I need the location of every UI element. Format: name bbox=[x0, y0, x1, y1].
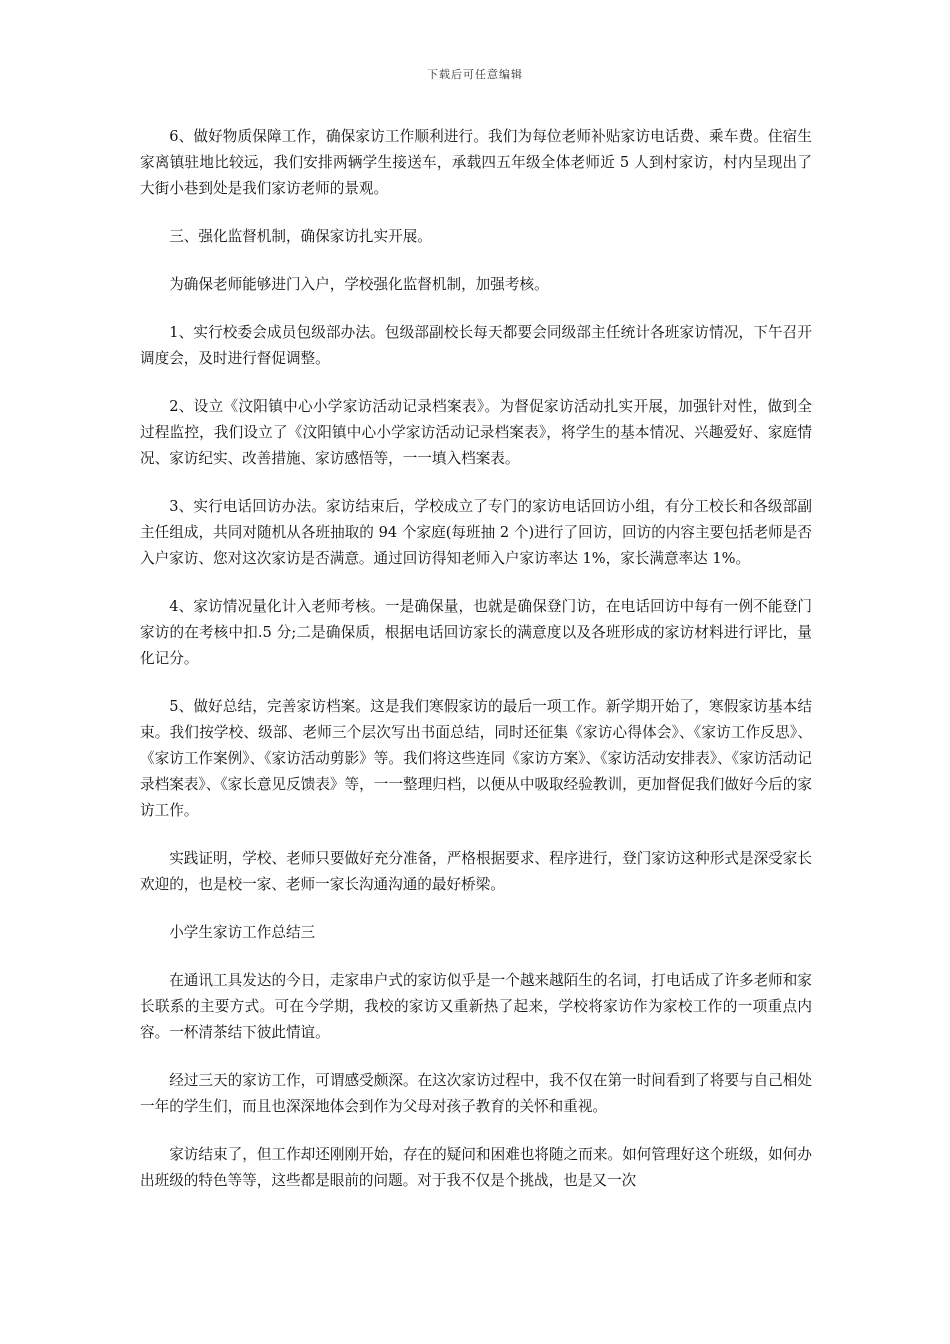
paragraph: 经过三天的家访工作，可谓感受颇深。在这次家访过程中，我不仅在第一时间看到了将要与自己相处一年的学生们，而且也深深地体会到作为父母对孩子教育的关怀和重视。 bbox=[140, 1072, 812, 1115]
paragraph: 实践证明，学校、老师只要做好充分准备，严格根据要求、程序进行，登门家访这种形式是深受家长欢迎的，也是校一家、老师一家长沟通沟通的最好桥梁。 bbox=[140, 850, 812, 893]
paragraph: 家访结束了，但工作却还刚刚开始，存在的疑问和困难也将随之而来。如何管理好这个班级，如何办出班级的特色等等，这些都是眼前的问题。对于我不仅是个挑战，也是又一次 bbox=[140, 1146, 812, 1189]
paragraph: 6、做好物质保障工作，确保家访工作顺利进行。我们为每位老师补贴家访电话费、乘车费。住宿生家离镇驻地比较远，我们安排两辆学生接送车，承载四五年级全体老师近 5 人到村家访，村内呈现出了大街小巷到处是我们家访老师的景观。 bbox=[140, 128, 812, 197]
paragraph: 为确保老师能够进门入户，学校强化监督机制，加强考核。 bbox=[169, 276, 549, 293]
paragraph: 2、设立《汶阳镇中心小学家访活动记录档案表》。为督促家访活动扎实开展，加强针对性，做到全过程监控，我们设立了《汶阳镇中心小学家访活动记录档案表》，将学生的基本情况、兴趣爱好、家庭情况、家访纪实、改善措施、家访感悟等，一一填入档案表。 bbox=[140, 398, 812, 467]
paragraph: 1、实行校委会成员包级部办法。包级部副校长每天都要会同级部主任统计各班家访情况，下午召开调度会，及时进行督促调整。 bbox=[140, 324, 812, 367]
document-body bbox=[140, 124, 812, 1216]
section-heading: 三、强化监督机制，确保家访扎实开展。 bbox=[169, 228, 432, 245]
download-note: 下载后可任意编辑 bbox=[427, 68, 523, 81]
paragraph: 3、实行电话回访办法。家访结束后，学校成立了专门的家访电话回访小组，有分工校长和各级部副主任组成，共同对随机从各班抽取的 94 个家庭(每班抽 2 个)进行了回访，回访的内容主要包括老师是否入户家访、您对这次家访是否满意。通过回访得知老师入户家访率达 1%，家长满意率达 1%。 bbox=[140, 498, 812, 567]
paragraph: 4、家访情况量化计入老师考核。一是确保量，也就是确保登门访，在电话回访中每有一例不能登门家访的在考核中扣.5 分;二是确保质，根据电话回访家长的满意度以及各班形成的家访材料进行评比，量化记分。 bbox=[140, 598, 812, 667]
paragraph: 5、做好总结，完善家访档案。这是我们寒假家访的最后一项工作。新学期开始了，寒假家访基本结束。我们按学校、级部、老师三个层次写出书面总结，同时还征集《家访心得体会》、《家访工作反思》、《家访工作案例》、《家访活动剪影》等。我们将这些连同《家访方案》、《家访活动安排表》、《家访活动记录档案表》、《家长意见反馈表》等，一一整理归档，以便从中吸取经验教训，更加督促我们做好今后的家访工作。 bbox=[140, 698, 812, 819]
article-title: 小学生家访工作总结三 bbox=[169, 924, 316, 941]
paragraph: 在通讯工具发达的今日，走家串户式的家访似乎是一个越来越陌生的名词，打电话成了许多老师和家长联系的主要方式。可在今学期，我校的家访又重新热了起来，学校将家访作为家校工作的一项重点内容。一杯清茶结下彼此情谊。 bbox=[140, 972, 812, 1041]
